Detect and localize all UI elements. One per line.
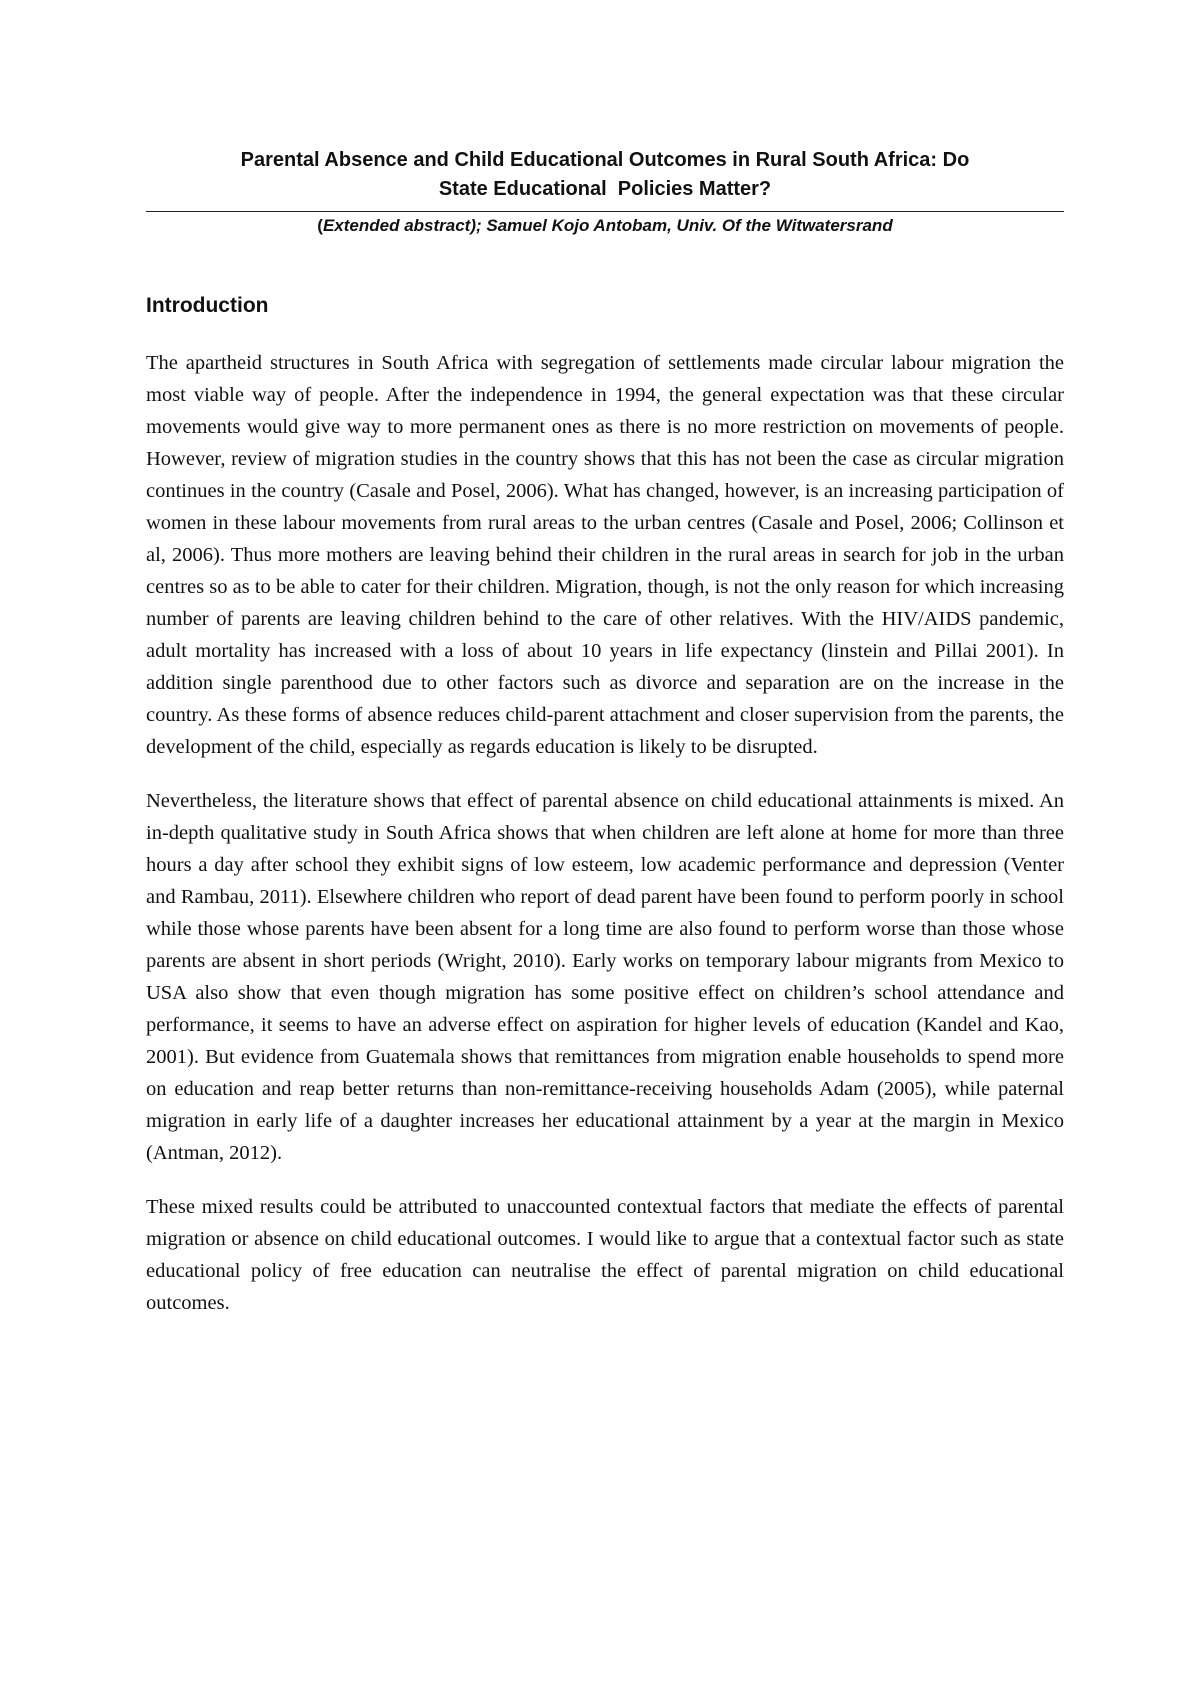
byline-open-paren: ( (317, 216, 323, 235)
paragraph-1: The apartheid structures in South Africa with segregation of settlements made circular labour migration the most viable way of people. After the independence in 1994, the general expectation was that these circular movements would give way to more permanent ones as there is no more restriction on movements of people. However, review of migration studies in the country shows that this has not been the case as circular migration continues in the country (Casale and Posel, 2006). What has changed, however, is an increasing participation of women in these labour movements from rural areas to the urban centres (Casale and Posel, 2006; Collinson et al, 2006). Thus more mothers are leaving behind their children in the rural areas in search for job in the urban centres so as to be able to cater for their children. Migration, though, is not the only reason for which increasing number of parents are leaving children behind to the care of other relatives. With the HIV/AIDS pandemic, adult mortality has increased with a loss of about 10 years in life expectancy (linstein and Pillai 2001). In addition single parenthood due to other factors such as divorce and separation are on the increase in the country. As these forms of absence reduces child-parent attachment and closer supervision from the parents, the development of the child, especially as regards education is likely to be disrupted. (146, 352, 1064, 758)
section-body (146, 347, 1064, 1341)
title-block (146, 146, 1064, 204)
byline (146, 214, 1064, 238)
byline-text: Extended abstract); Samuel Kojo Antobam, Univ. Of the Witwatersrand (322, 216, 893, 235)
section-heading: Introduction (146, 294, 269, 317)
paper-title-line-1: Parental Absence and Child Educational Outcomes in Rural South Africa: Do (240, 149, 970, 171)
paragraph-3: These mixed results could be attributed to unaccounted contextual factors that mediate the effects of parental migration or absence on child educational outcomes. I would like to argue that a contextual factor such as state educational policy of free education can neutralise the effect of parental migration on child educational outcomes. (146, 1196, 1064, 1314)
paper-title-line-2: State Educational Policies Matter? (438, 178, 772, 200)
paragraph-2: Nevertheless, the literature shows that effect of parental absence on child educational attainments is mixed. An in-depth qualitative study in South Africa shows that when children are left alone at home for more than three hours a day after school they exhibit signs of low esteem, low academic performance and depression (Venter and Rambau, 2011). Elsewhere children who report of dead parent have been found to perform poorly in school while those whose parents have been absent for a long time are also found to perform worse than those whose parents are absent in short periods (Wright, 2010). Early works on temporary labour migrants from Mexico to USA also show that even though migration has some positive effect on children’s school attendance and performance, it seems to have an adverse effect on aspiration for higher levels of education (Kandel and Kao, 2001). But evidence from Guatemala shows that remittances from migration enable households to spend more on education and reap better returns than non-remittance-receiving households Adam (2005), while paternal migration in early life of a daughter increases her educational attainment by a year at the margin in Mexico (Antman, 2012). (146, 790, 1064, 1164)
title-divider (146, 211, 1064, 212)
